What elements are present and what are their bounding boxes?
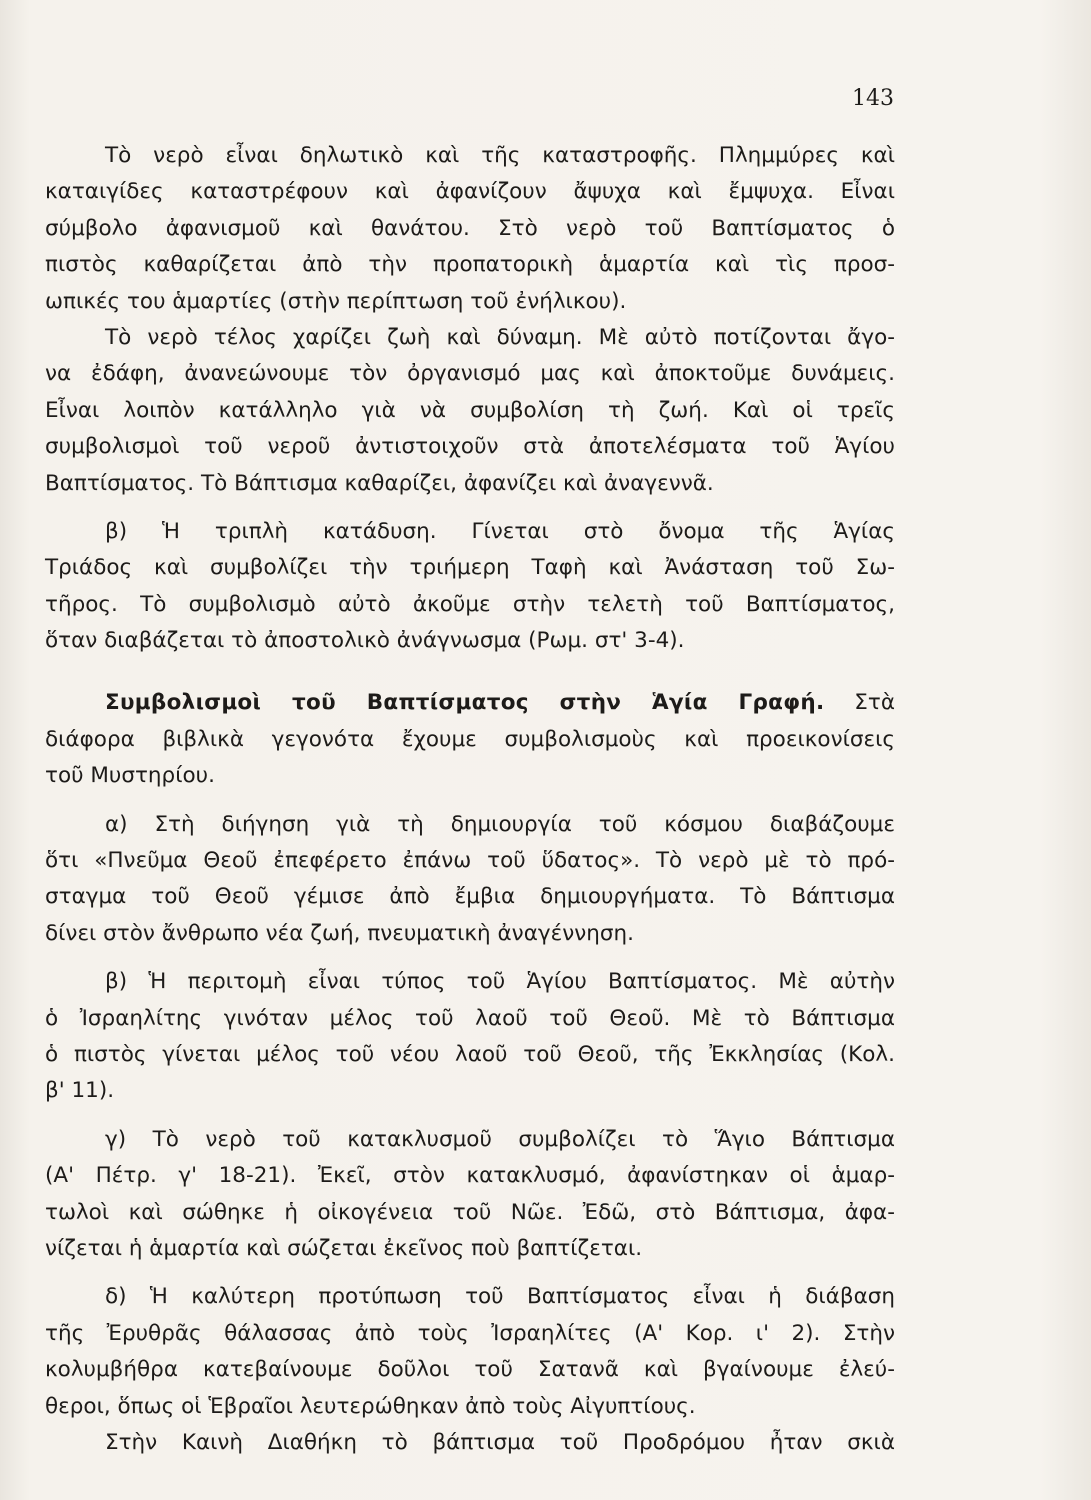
text-line: ωπικές του ἁμαρτίες (στὴν περίπτωση τοῦ ἐνήλικου). — [45, 288, 627, 314]
text-line: Τὸ νερὸ εἶναι δηλωτικὸ καὶ τῆς καταστροφῆς. Πλημμύρες καὶ — [105, 143, 895, 168]
paragraph — [45, 320, 895, 502]
text-line: ὅταν διαβάζεται τὸ ἀποστολικὸ ἀνάγνωσμα (Ρωμ. στ' 3-4). — [45, 628, 685, 654]
paragraph — [45, 1122, 895, 1268]
text-line: πιστὸς καθαρίζεται ἀπὸ τὴν προπατορικὴ ἁμαρτία καὶ τὶς προσ- — [45, 252, 895, 278]
text-line: σύμβολο ἀφανισμοῦ καὶ θανάτου. Στὸ νερὸ τοῦ Βαπτίσματος ὁ — [45, 215, 895, 241]
text-line: ὁ πιστὸς γίνεται μέλος τοῦ νέου λαοῦ τοῦ Θεοῦ, τῆς Ἐκκλησίας (Κολ. — [45, 1041, 895, 1067]
paragraph — [45, 1279, 895, 1425]
text-line: Βαπτίσματος. Τὸ Βάπτισμα καθαρίζει, ἀφανίζει καὶ ἀναγεννᾶ. — [45, 470, 714, 496]
text-line: διάφορα βιβλικὰ γεγονότα ἔχουμε συμβολισμοὺς καὶ προεικονίσεις — [45, 726, 895, 752]
body-text — [45, 138, 895, 1461]
text-line: β) Ἡ περιτομὴ εἶναι τύπος τοῦ Ἁγίου Βαπτίσματος. Μὲ αὐτὴν — [105, 969, 895, 995]
paragraph — [45, 964, 895, 1110]
spacer — [45, 502, 895, 514]
text-line — [45, 685, 895, 721]
text-line: σταγμα τοῦ Θεοῦ γέμισε ἀπὸ ἔμβια δημιουργήματα. Τὸ Βάπτισμα — [45, 884, 895, 910]
text-line: συμβολισμοὶ τοῦ νεροῦ ἀντιστοιχοῦν στὰ ἀποτελέσματα τοῦ Ἁγίου — [45, 434, 895, 460]
text-line: Στὴν Καινὴ Διαθήκη τὸ βάπτισμα τοῦ Προδρόμου ἦταν σκιὰ — [105, 1429, 895, 1455]
text-line: καταιγίδες καταστρέφουν καὶ ἀφανίζουν ἄψυχα καὶ ἔμψυχα. Εἶναι — [45, 179, 895, 205]
text-line: δίνει στὸν ἄνθρωπο νέα ζωή, πνευματικὴ ἀναγέννηση. — [45, 920, 634, 946]
text-line: β) Ἡ τριπλὴ κατάδυση. Γίνεται στὸ ὄνομα τῆς Ἁγίας — [105, 518, 895, 544]
spacer — [45, 795, 895, 807]
text-line: δ) Ἡ καλύτερη προτύπωση τοῦ Βαπτίσματος εἶναι ἡ διάβαση — [105, 1284, 895, 1310]
spacer — [45, 659, 895, 685]
text-run: Στὰ — [854, 690, 895, 716]
text-line: τῆς Ἐρυθρᾶς θάλασσας ἀπὸ τοὺς Ἰσραηλίτες (Α' Κορ. ι' 2). Στὴν — [45, 1320, 895, 1346]
text-line: Τριάδος καὶ συμβολίζει τὴν τριήμερη Ταφὴ καὶ Ἀνάσταση τοῦ Σω- — [45, 555, 895, 581]
text-line: τῆρος. Τὸ συμβολισμὸ αὐτὸ ἀκοῦμε στὴν τελετὴ τοῦ Βαπτίσματος, — [45, 591, 895, 617]
text-line: να ἐδάφη, ἀνανεώνουμε τὸν ὀργανισμό μας καὶ ἀποκτοῦμε δυνάμεις. — [45, 361, 895, 387]
paragraph — [45, 138, 895, 320]
text-line: τωλοὶ καὶ σώθηκε ἡ οἰκογένεια τοῦ Νῶε. Ἐδῶ, στὸ Βάπτισμα, ἀφα- — [45, 1199, 895, 1225]
text-line: θεροι, ὅπως οἱ Ἑβραῖοι λευτερώθηκαν ἀπὸ τοὺς Αἰγυπτίους. — [45, 1393, 696, 1419]
text-line: ὅτι «Πνεῦμα Θεοῦ ἐπεφέρετο ἐπάνω τοῦ ὕδατος». Τὸ νερὸ μὲ τὸ πρό- — [45, 848, 895, 874]
text-line: ὁ Ἰσραηλίτης γινόταν μέλος τοῦ λαοῦ τοῦ Θεοῦ. Μὲ τὸ Βάπτισμα — [45, 1005, 895, 1031]
paragraph — [45, 514, 895, 660]
text-line: γ) Τὸ νερὸ τοῦ κατακλυσμοῦ συμβολίζει τὸ Ἅγιο Βάπτισμα — [105, 1126, 895, 1152]
text-line: β' 11). — [45, 1078, 115, 1104]
paragraph — [45, 807, 895, 953]
section-heading: Συμβολισμοὶ τοῦ Βαπτίσματος στὴν Ἁγία Γραφή. — [105, 690, 825, 716]
spacer — [45, 1110, 895, 1122]
text-line: κολυμβήθρα κατεβαίνουμε δοῦλοι τοῦ Σατανᾶ καὶ βγαίνουμε ἐλεύ- — [45, 1357, 895, 1383]
text-line: νίζεται ἡ ἁμαρτία καὶ σώζεται ἐκεῖνος ποὺ βαπτίζεται. — [45, 1235, 643, 1261]
paragraph — [45, 1425, 895, 1461]
page-number: 143 — [852, 86, 894, 111]
spacer — [45, 952, 895, 964]
paragraph — [45, 685, 895, 794]
text-line: (Α' Πέτρ. γ' 18-21). Ἐκεῖ, στὸν κατακλυσμό, ἀφανίστηκαν οἱ ἁμαρ- — [45, 1163, 895, 1189]
text-line: τοῦ Μυστηρίου. — [45, 763, 215, 789]
text-line: Εἶναι λοιπὸν κατάλληλο γιὰ νὰ συμβολίση τὴ ζωή. Καὶ οἱ τρεῖς — [45, 397, 895, 423]
text-line: α) Στὴ διήγηση γιὰ τὴ δημιουργία τοῦ κόσμου διαβάζουμε — [105, 811, 895, 837]
text-line: Τὸ νερὸ τέλος χαρίζει ζωὴ καὶ δύναμη. Μὲ αὐτὸ ποτίζονται ἄγο- — [105, 324, 895, 350]
spacer — [45, 1267, 895, 1279]
